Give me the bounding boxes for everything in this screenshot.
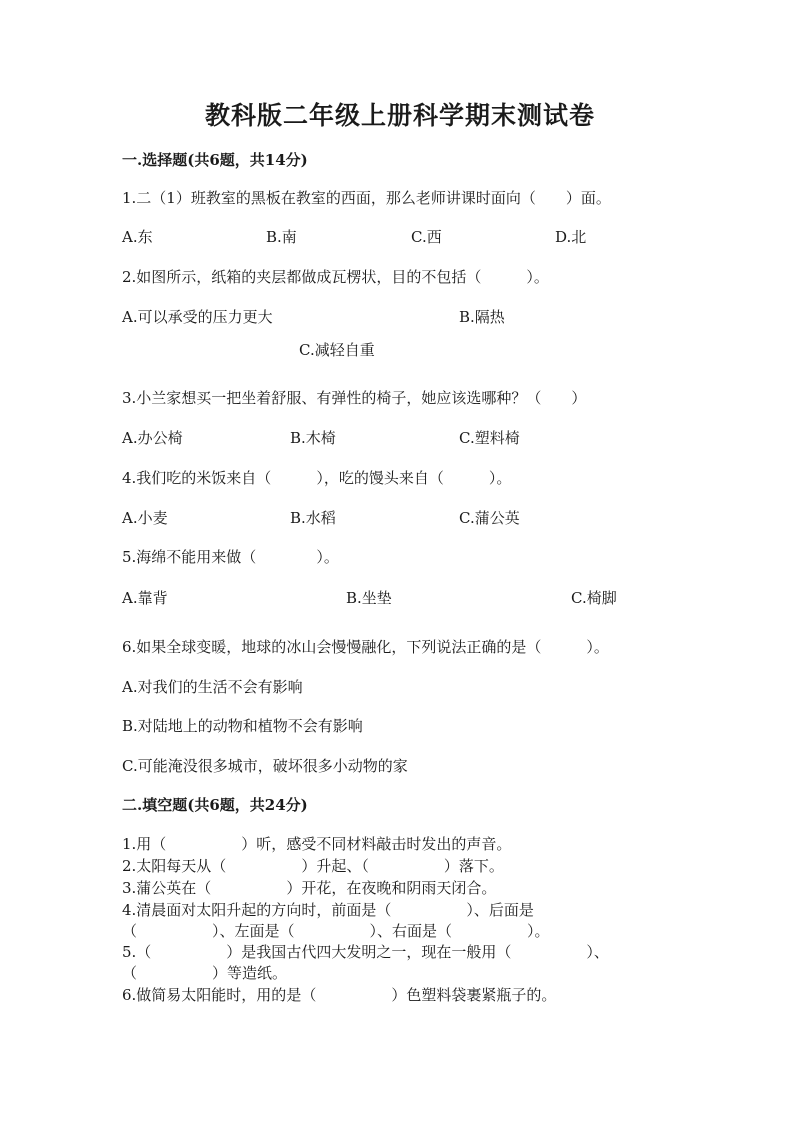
q1-option-a: A.东 <box>122 228 153 246</box>
fill-line-4-cont: （ ）、左面是（ ）、右面是（ ）。 <box>122 922 550 940</box>
q6-option-b: B.对陆地上的动物和植物不会有影响 <box>122 717 363 735</box>
q6-option-c: C.可能淹没很多城市，破坏很多小动物的家 <box>122 757 408 775</box>
q6-option-a: A.对我们的生活不会有影响 <box>122 678 303 696</box>
q3-option-b: B.木椅 <box>290 429 336 447</box>
question-6: 6.如果全球变暖，地球的冰山会慢慢融化，下列说法正确的是（ ）。 <box>122 638 609 656</box>
q2-option-b: B.隔热 <box>459 308 505 326</box>
fill-line-2: 2.太阳每天从（ ）升起、（ ）落下。 <box>122 857 504 875</box>
q4-option-a: A.小麦 <box>122 509 168 527</box>
q1-option-c: C.西 <box>411 228 442 246</box>
fill-line-1: 1.用（ ）听，感受不同材料敲击时发出的声音。 <box>122 835 512 853</box>
exam-title: 教科版二年级上册科学期末测试卷 <box>204 101 595 130</box>
question-2: 2.如图所示，纸箱的夹层都做成瓦楞状，目的不包括（ ）。 <box>122 268 549 286</box>
fill-line-4: 4.清晨面对太阳升起的方向时，前面是（ ）、后面是 <box>122 901 534 919</box>
q2-option-c: C.减轻自重 <box>299 341 375 359</box>
question-5: 5.海绵不能用来做（ ）。 <box>122 548 339 566</box>
q5-option-a: A.靠背 <box>122 589 168 607</box>
q5-option-c: C.椅脚 <box>571 589 617 607</box>
fill-line-5-cont: （ ）等造纸。 <box>122 964 288 982</box>
q3-option-c: C.塑料椅 <box>459 429 520 447</box>
q2-option-a: A.可以承受的压力更大 <box>122 308 273 326</box>
fill-line-5: 5.（ ）是我国古代四大发明之一，现在一般用（ ）、 <box>122 943 609 961</box>
q1-option-b: B.南 <box>266 228 297 246</box>
section-heading-fill: 二.填空题(共6题，共24分) <box>122 796 308 814</box>
fill-line-3: 3.蒲公英在（ ）开花，在夜晚和阴雨天闭合。 <box>122 879 497 897</box>
question-4: 4.我们吃的米饭来自（ ），吃的馒头来自（ ）。 <box>122 469 512 487</box>
section-heading-choice: 一.选择题(共6题，共14分) <box>122 151 308 169</box>
question-1: 1.二（1）班教室的黑板在教室的西面，那么老师讲课时面向（ ）面。 <box>122 189 611 207</box>
q1-option-d: D.北 <box>555 228 587 246</box>
question-3: 3.小兰家想买一把坐着舒服、有弹性的椅子，她应该选哪种？（ ） <box>122 389 587 407</box>
q4-option-c: C.蒲公英 <box>459 509 520 527</box>
q4-option-b: B.水稻 <box>290 509 336 527</box>
q5-option-b: B.坐垫 <box>346 589 392 607</box>
q3-option-a: A.办公椅 <box>122 429 183 447</box>
fill-line-6: 6.做简易太阳能时，用的是（ ）色塑料袋裹紧瓶子的。 <box>122 986 557 1004</box>
